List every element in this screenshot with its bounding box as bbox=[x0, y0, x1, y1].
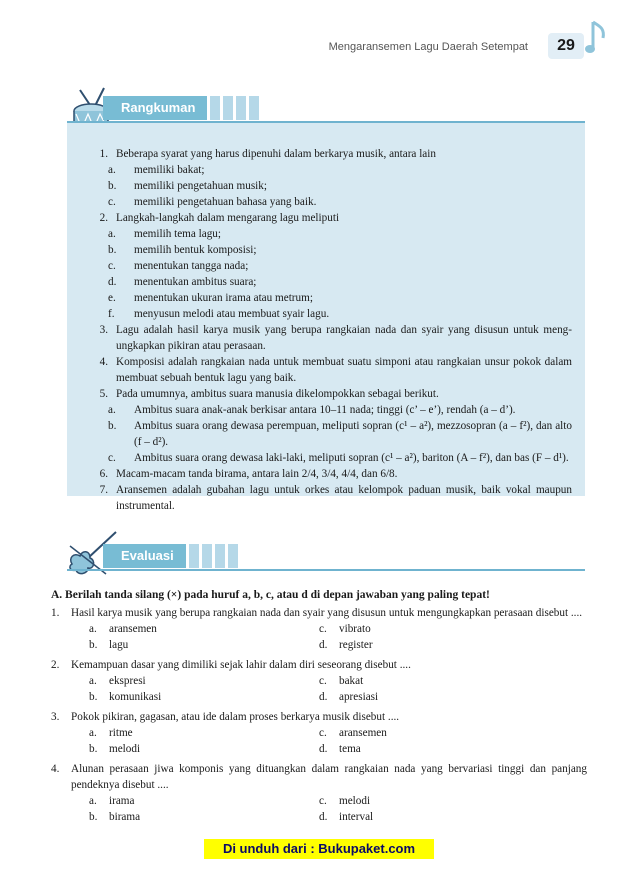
tab-decor-block bbox=[215, 544, 225, 568]
option-row bbox=[51, 621, 587, 637]
tab-decor-block bbox=[236, 96, 246, 120]
item-text: memiliki pengetahuan bahasa yang baik. bbox=[134, 196, 317, 208]
question-number: 1. bbox=[51, 607, 60, 619]
answer-option[interactable] bbox=[319, 793, 549, 809]
tab-decor-block bbox=[202, 544, 212, 568]
option-letter: b. bbox=[89, 811, 98, 823]
option-row bbox=[51, 809, 587, 825]
option-letter: a. bbox=[89, 795, 97, 807]
item-marker: 2. bbox=[99, 212, 108, 224]
tab-decor-block bbox=[249, 96, 259, 120]
item-marker: b. bbox=[108, 180, 117, 192]
item-marker: a. bbox=[108, 164, 116, 176]
item-text: memiliki pengetahuan musik; bbox=[134, 180, 267, 192]
item-marker: 1. bbox=[99, 148, 108, 160]
item-marker: c. bbox=[108, 196, 116, 208]
question-text: Kemampuan dasar yang dimiliki sejak lahir dalam diri seseorang disebut .... bbox=[71, 659, 411, 671]
item-marker: e. bbox=[108, 292, 116, 304]
question-item bbox=[51, 709, 587, 757]
question-text: Alunan perasaan jiwa komponis yang dituangkan dalam rangkaian nada yang bervariasi tinggi dan panjang pendeknya disebut .... bbox=[71, 763, 587, 791]
option-text: tema bbox=[339, 743, 361, 755]
music-note-icon bbox=[585, 18, 609, 58]
summary-subitem bbox=[78, 258, 572, 274]
tab-decor-block bbox=[223, 96, 233, 120]
answer-option[interactable] bbox=[89, 725, 319, 741]
option-row bbox=[51, 637, 587, 653]
item-text: Ambitus suara anak-anak berkisar antara 10–11 nada; tinggi (c’ – e’), rendah (a – d’). bbox=[134, 404, 516, 416]
summary-heading: Rangkuman bbox=[103, 96, 207, 120]
item-marker: a. bbox=[108, 404, 116, 416]
option-letter: d. bbox=[319, 743, 328, 755]
item-marker: c. bbox=[108, 260, 116, 272]
summary-subitem bbox=[78, 194, 572, 210]
summary-item bbox=[78, 146, 572, 162]
question-item bbox=[51, 657, 587, 705]
option-letter: c. bbox=[319, 727, 327, 739]
download-source-link[interactable]: Di unduh dari : Bukupaket.com bbox=[204, 839, 434, 859]
page-number: 29 bbox=[548, 33, 584, 59]
answer-option[interactable] bbox=[319, 809, 549, 825]
item-text: menentukan tangga nada; bbox=[134, 260, 249, 272]
item-text: Pada umumnya, ambitus suara manusia dikelompokkan sebagai berikut. bbox=[116, 388, 439, 400]
summary-subitem bbox=[78, 306, 572, 322]
option-row bbox=[51, 673, 587, 689]
item-marker: 7. bbox=[99, 484, 108, 496]
option-letter: d. bbox=[319, 811, 328, 823]
summary-subitem bbox=[78, 242, 572, 258]
summary-item bbox=[78, 354, 572, 386]
summary-subitem bbox=[78, 450, 572, 466]
answer-option[interactable] bbox=[89, 673, 319, 689]
item-marker: d. bbox=[108, 276, 117, 288]
summary-subitem bbox=[78, 290, 572, 306]
summary-item bbox=[78, 466, 572, 482]
item-marker: a. bbox=[108, 228, 116, 240]
running-header-title: Mengaransemen Lagu Daerah Setempat bbox=[328, 41, 528, 53]
evaluation-divider bbox=[67, 569, 585, 571]
item-marker: 4. bbox=[99, 356, 108, 368]
question-text: Pokok pikiran, gagasan, atau ide dalam proses berkarya musik disebut .... bbox=[71, 711, 400, 723]
option-text: melodi bbox=[109, 743, 141, 755]
option-letter: a. bbox=[89, 675, 97, 687]
item-marker: 6. bbox=[99, 468, 108, 480]
question-number: 4. bbox=[51, 763, 60, 775]
option-row bbox=[51, 725, 587, 741]
option-letter: d. bbox=[319, 691, 328, 703]
option-text: komunikasi bbox=[109, 691, 162, 703]
summary-subitem bbox=[78, 178, 572, 194]
item-text: menentukan ukuran irama atau metrum; bbox=[134, 292, 313, 304]
summary-item bbox=[78, 482, 572, 514]
question-row bbox=[51, 709, 587, 725]
item-text: Ambitus suara orang dewasa perempuan, meliputi sopran (c¹ – a²), mezzosopran (a – f²), dan alto (f – d²). bbox=[134, 420, 572, 448]
option-letter: a. bbox=[89, 623, 97, 635]
summary-subitem bbox=[78, 402, 572, 418]
option-row bbox=[51, 741, 587, 757]
question-row bbox=[51, 605, 587, 621]
item-text: memiliki bakat; bbox=[134, 164, 205, 176]
summary-item bbox=[78, 386, 572, 402]
option-text: aransemen bbox=[339, 727, 387, 739]
answer-option[interactable] bbox=[319, 637, 549, 653]
summary-list bbox=[78, 146, 572, 514]
option-text: interval bbox=[339, 811, 374, 823]
option-text: vibrato bbox=[339, 623, 371, 635]
option-row bbox=[51, 793, 587, 809]
option-letter: b. bbox=[89, 743, 98, 755]
item-text: Aransemen adalah gubahan lagu untuk orkes atau kelompok paduan musik, baik vokal maupun instrumental. bbox=[116, 484, 572, 512]
evaluation-heading: Evaluasi bbox=[103, 544, 186, 568]
question-row bbox=[51, 657, 587, 673]
item-text: Beberapa syarat yang harus dipenuhi dalam berkarya musik, antara lain bbox=[116, 148, 436, 160]
question-item bbox=[51, 761, 587, 825]
option-letter: b. bbox=[89, 691, 98, 703]
item-text: Lagu adalah hasil karya musik yang berupa rangkaian nada dan syair yang disusun untuk meng-ungkapkan pikiran atau perasaan. bbox=[116, 324, 572, 352]
option-text: ritme bbox=[109, 727, 133, 739]
summary-subitem bbox=[78, 274, 572, 290]
option-text: irama bbox=[109, 795, 135, 807]
item-marker: 3. bbox=[99, 324, 108, 336]
evaluation-instruction: A. Berilah tanda silang (×) pada huruf a, b, c, atau d di depan jawaban yang paling tepat! bbox=[51, 589, 490, 601]
option-letter: b. bbox=[89, 639, 98, 651]
question-row bbox=[51, 761, 587, 793]
answer-option[interactable] bbox=[319, 621, 549, 637]
option-text: lagu bbox=[109, 639, 129, 651]
answer-option[interactable] bbox=[319, 673, 549, 689]
tab-decor-block bbox=[228, 544, 238, 568]
answer-option[interactable] bbox=[89, 793, 319, 809]
summary-heading-tab bbox=[103, 96, 259, 120]
summary-item bbox=[78, 322, 572, 354]
item-text: memilih tema lagu; bbox=[134, 228, 221, 240]
item-text: Langkah-langkah dalam mengarang lagu meliputi bbox=[116, 212, 340, 224]
option-letter: d. bbox=[319, 639, 328, 651]
option-letter: c. bbox=[319, 623, 327, 635]
question-item bbox=[51, 605, 587, 653]
option-text: apresiasi bbox=[339, 691, 379, 703]
answer-option[interactable] bbox=[319, 741, 549, 757]
question-list bbox=[51, 605, 587, 829]
answer-option[interactable] bbox=[89, 741, 319, 757]
answer-option[interactable] bbox=[89, 621, 319, 637]
summary-subitem bbox=[78, 418, 572, 450]
item-text: Ambitus suara orang dewasa laki-laki, meliputi sopran (c¹ – a²), bariton (A – f²), dan bas (F – d¹). bbox=[134, 452, 569, 464]
evaluation-heading-tab bbox=[103, 544, 238, 568]
answer-option[interactable] bbox=[319, 725, 549, 741]
question-number: 2. bbox=[51, 659, 60, 671]
summary-subitem bbox=[78, 162, 572, 178]
item-text: Macam-macam tanda birama, antara lain 2/4, 3/4, 4/4, dan 6/8. bbox=[116, 468, 398, 480]
item-marker: 5. bbox=[99, 388, 108, 400]
question-text: Hasil karya musik yang berupa rangkaian nada dan syair yang disusun untuk mengungkapkan perasaan disebut .... bbox=[71, 607, 583, 619]
answer-option[interactable] bbox=[89, 809, 319, 825]
summary-subitem bbox=[78, 226, 572, 242]
option-text: melodi bbox=[339, 795, 371, 807]
tab-decor-block bbox=[210, 96, 220, 120]
tab-decor-block bbox=[189, 544, 199, 568]
option-text: aransemen bbox=[109, 623, 157, 635]
answer-option[interactable] bbox=[89, 689, 319, 705]
item-marker: b. bbox=[108, 420, 117, 432]
option-letter: a. bbox=[89, 727, 97, 739]
option-text: register bbox=[339, 639, 373, 651]
item-text: memilih bentuk komposisi; bbox=[134, 244, 257, 256]
option-text: bakat bbox=[339, 675, 364, 687]
question-number: 3. bbox=[51, 711, 60, 723]
item-marker: c. bbox=[108, 452, 116, 464]
item-marker: b. bbox=[108, 244, 117, 256]
item-text: Komposisi adalah rangkaian nada untuk membuat suatu simponi atau rangkaian unsur pokok dalam membuat sebuah bentuk lagu yang baik. bbox=[116, 356, 572, 384]
item-text: menyusun melodi atau membuat syair lagu. bbox=[134, 308, 330, 320]
option-row bbox=[51, 689, 587, 705]
answer-option[interactable] bbox=[89, 637, 319, 653]
option-text: ekspresi bbox=[109, 675, 146, 687]
item-marker: f. bbox=[108, 308, 115, 320]
option-letter: c. bbox=[319, 795, 327, 807]
answer-option[interactable] bbox=[319, 689, 549, 705]
option-text: birama bbox=[109, 811, 141, 823]
item-text: menentukan ambitus suara; bbox=[134, 276, 257, 288]
option-letter: c. bbox=[319, 675, 327, 687]
summary-item bbox=[78, 210, 572, 226]
